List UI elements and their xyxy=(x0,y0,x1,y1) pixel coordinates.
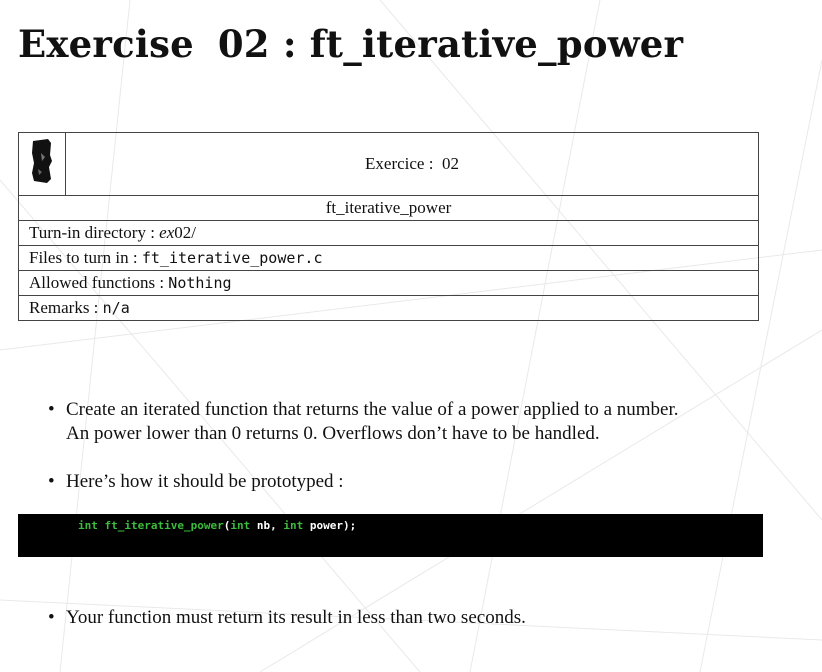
code-function-name: ft_iterative_power xyxy=(104,519,224,532)
turnin-directory-cell xyxy=(19,221,759,246)
code-block xyxy=(18,514,763,557)
exercice-number: 02 xyxy=(441,154,459,173)
page-title xyxy=(18,22,683,66)
turnin-value-italic: ex xyxy=(159,223,175,242)
files-label: Files to turn in : xyxy=(29,248,138,267)
code-keyword: int xyxy=(283,519,304,532)
code-param-1: nb, xyxy=(250,519,284,532)
remarks-cell xyxy=(19,296,759,321)
table-row xyxy=(19,271,759,296)
logo-cell xyxy=(19,133,66,196)
title-exercise-word: Exercise xyxy=(18,22,194,66)
remarks-value: n/a xyxy=(102,299,130,317)
prototype-code-line xyxy=(78,519,356,532)
table-row xyxy=(19,133,759,196)
files-to-turn-in-cell xyxy=(19,246,759,271)
exercice-label: Exercice : xyxy=(365,154,434,173)
remarks-label: Remarks : xyxy=(29,298,99,317)
turnin-value-rest: 02/ xyxy=(174,223,196,242)
title-number: 02 xyxy=(217,22,270,66)
allowed-functions-cell xyxy=(19,271,759,296)
code-keyword: int xyxy=(78,519,98,532)
list-item xyxy=(48,398,778,446)
turnin-label: Turn-in directory : xyxy=(29,223,155,242)
allowed-value: Nothing xyxy=(168,274,232,292)
instruction-list-3 xyxy=(48,606,778,630)
table-row xyxy=(19,246,759,271)
code-open-paren: ( xyxy=(223,519,231,532)
code-keyword: int xyxy=(230,519,251,532)
table-row xyxy=(19,221,759,246)
instruction-list xyxy=(48,398,778,446)
exercise-number-cell xyxy=(66,133,759,196)
exercise-name-cell: ft_iterative_power xyxy=(19,196,759,221)
code-param-2: power); xyxy=(303,519,357,532)
school-logo-icon xyxy=(30,139,54,183)
bullet-2-text: • Here’s how it should be prototyped : xyxy=(66,471,344,492)
title-colon: : xyxy=(282,22,297,66)
title-name: ft_iterative_power xyxy=(309,22,684,66)
table-row xyxy=(19,196,759,221)
exercise-info-table xyxy=(18,132,759,321)
bullet-1-line-1: • Create an iterated function that returns the value of a power applied to a number. xyxy=(66,399,679,420)
list-item xyxy=(48,470,778,494)
files-value: ft_iterative_power.c xyxy=(141,249,323,267)
instruction-list-2 xyxy=(48,470,778,494)
table-row xyxy=(19,296,759,321)
bullet-1-line-2: An power lower than 0 returns 0. Overflows don’t have to be handled. xyxy=(66,423,600,444)
list-item xyxy=(48,606,778,630)
allowed-label: Allowed functions : xyxy=(29,273,165,292)
bullet-3-text: • Your function must return its result in less than two seconds. xyxy=(66,607,526,628)
